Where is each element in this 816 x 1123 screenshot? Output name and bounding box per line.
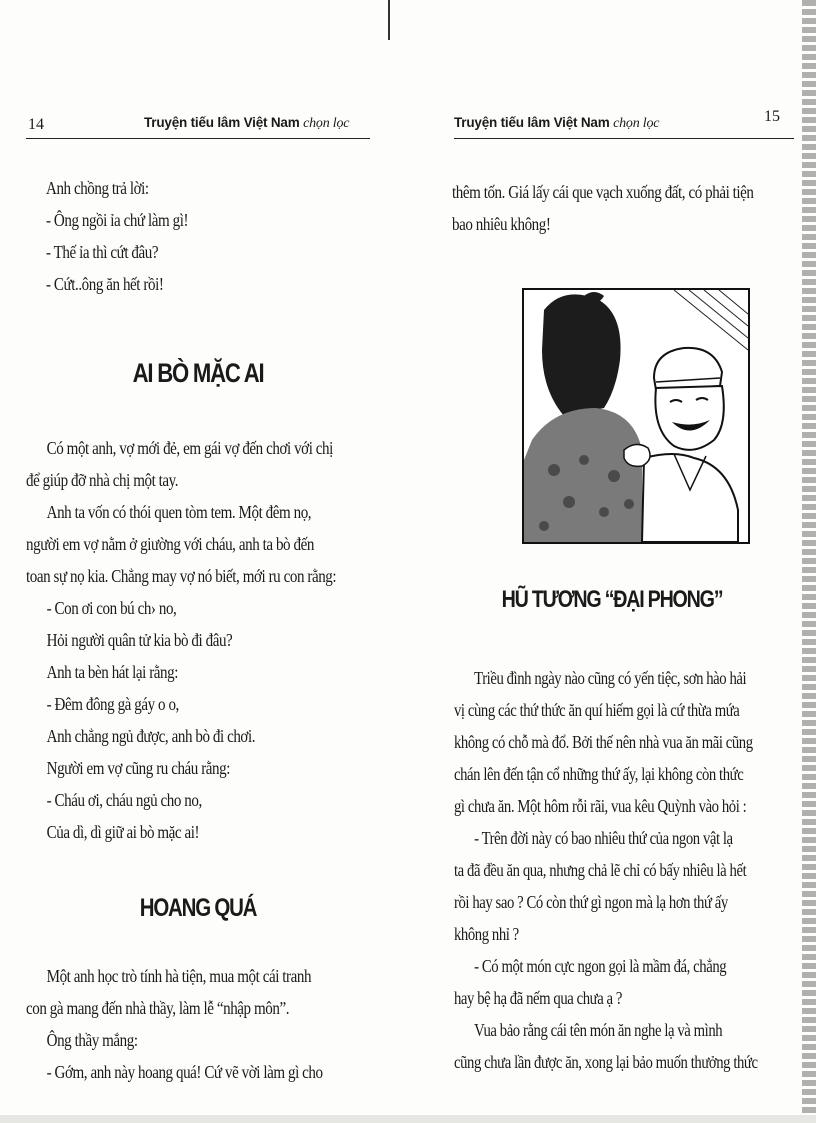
illustration-hatching xyxy=(674,290,748,350)
running-title-sub: chọn lọc xyxy=(303,116,350,131)
illustration-drawing xyxy=(524,290,748,542)
text-line: - Cháu ơi, cháu ngủ cho no, xyxy=(46,790,202,810)
right-page xyxy=(430,0,790,1123)
text-line: Anh chẳng ngủ được, anh bò đi chơi. xyxy=(46,726,256,746)
text-line: Anh chồng trả lời: xyxy=(46,178,149,198)
text-line: để giúp đỡ nhà chị một tay. xyxy=(26,470,179,490)
text-line: Vua bảo rằng cái tên món ăn nghe lạ và mình xyxy=(474,1020,723,1040)
running-title xyxy=(454,115,659,132)
text-line: người em vợ nằm ở giường với cháu, anh ta bò đến xyxy=(26,534,314,554)
story-title-hu-tuong-dai-phong: HŨ TƯƠNG “ĐẠI PHONG” xyxy=(501,586,723,613)
left-page xyxy=(0,0,395,1123)
man-hat xyxy=(654,348,722,390)
left-page-header xyxy=(26,104,370,139)
page-number: 14 xyxy=(28,116,44,133)
text-line: - Con ơi con bú ch› no, xyxy=(46,598,177,618)
right-intro xyxy=(452,176,754,240)
page-number: 15 xyxy=(764,108,780,125)
story-title-hoang-qua: HOANG QUÁ xyxy=(139,894,257,922)
text-line: hay bệ hạ đã nếm qua chưa ạ ? xyxy=(454,988,623,1008)
man-robe xyxy=(642,454,738,542)
running-title-main: Truyện tiếu lâm Việt Nam xyxy=(454,115,610,130)
text-line: gì chưa ăn. Một hôm rỗi rãi, vua kêu Quỳnh vào hỏi : xyxy=(454,796,747,816)
text-line: Có một anh, vợ mới đẻ, em gái vợ đến chơi với chị xyxy=(46,438,333,458)
text-line: bao nhiêu không! xyxy=(452,214,551,234)
story-illustration xyxy=(522,288,750,544)
text-line: Anh ta vốn có thói quen tòm tem. Một đêm nọ, xyxy=(46,502,312,522)
story2-body xyxy=(26,960,323,1088)
text-line: vị cùng các thứ thức ăn quí hiếm gọi là cứ thừa mứa xyxy=(454,700,740,720)
text-line: con gà mang đến nhà thầy, làm lễ “nhập môn”. xyxy=(26,998,290,1018)
text-line: - Cứt..ông ăn hết rồi! xyxy=(46,274,164,294)
text-line: Hỏi người quân tử kia bò đi đâu? xyxy=(46,630,233,650)
text-line: - Ông ngồi ỉa chứ làm gì! xyxy=(46,210,189,230)
text-line: toan sự nọ kia. Chẳng may vợ nó biết, mới ru con rằng: xyxy=(26,566,337,586)
text-line: cũng chưa lần được ăn, xong lại bảo muốn thưởng thức xyxy=(454,1052,758,1072)
text-line: Triều đình ngày nào cũng có yến tiệc, sơn hào hải xyxy=(474,668,747,688)
text-line: ta đã đều ăn qua, nhưng chả lẽ chỉ có bấy nhiêu là hết xyxy=(454,860,747,880)
text-line: không có chỗ mà đổ. Bởi thế nên nhà vua ăn mãi cũng xyxy=(454,732,753,752)
text-line: thêm tốn. Giá lấy cái que vạch xuống đất, có phải tiện xyxy=(452,182,754,202)
man-hand xyxy=(624,444,650,466)
text-line: Một anh học trò tính hà tiện, mua một cái tranh xyxy=(46,966,312,986)
text-line: - Thế ỉa thì cứt đâu? xyxy=(46,242,159,262)
text-line: - Trên đời này có bao nhiêu thứ của ngon vật lạ xyxy=(474,828,733,848)
story3-body xyxy=(454,662,758,1078)
running-title-main: Truyện tiếu lâm Việt Nam xyxy=(144,115,300,130)
text-line: - Gớm, anh này hoang quá! Cứ vẽ vời làm gì cho xyxy=(46,1062,323,1082)
text-line: chán lên đến tận cổ những thứ ấy, lại không còn thức xyxy=(454,764,744,784)
right-page-header xyxy=(454,104,794,139)
text-line: rồi hay sao ? Có còn thứ gì ngon mà lạ hơn thứ ấy xyxy=(454,892,728,912)
man-face xyxy=(655,386,723,450)
text-line: - Có một món cực ngon gọi là mầm đá, chẳng xyxy=(474,956,727,976)
story1-body xyxy=(26,432,336,848)
scan-edge xyxy=(802,0,816,1123)
text-line: - Đêm đông gà gáy o o, xyxy=(46,694,179,714)
text-line: Của dì, dì giữ ai bò mặc ai! xyxy=(46,822,200,842)
text-line: Người em vợ cũng ru cháu rằng: xyxy=(46,758,231,778)
left-intro xyxy=(46,172,188,300)
woman-hair xyxy=(542,294,621,416)
text-line: không nhỉ ? xyxy=(454,924,519,944)
text-line: Anh ta bèn hát lại rằng: xyxy=(46,662,179,682)
story-title-ai-bo-mac-ai: AI BÒ MẶC AI xyxy=(132,358,264,388)
running-title-sub: chọn lọc xyxy=(613,116,660,131)
text-line: Ông thầy mắng: xyxy=(46,1030,138,1050)
running-title xyxy=(144,115,349,132)
